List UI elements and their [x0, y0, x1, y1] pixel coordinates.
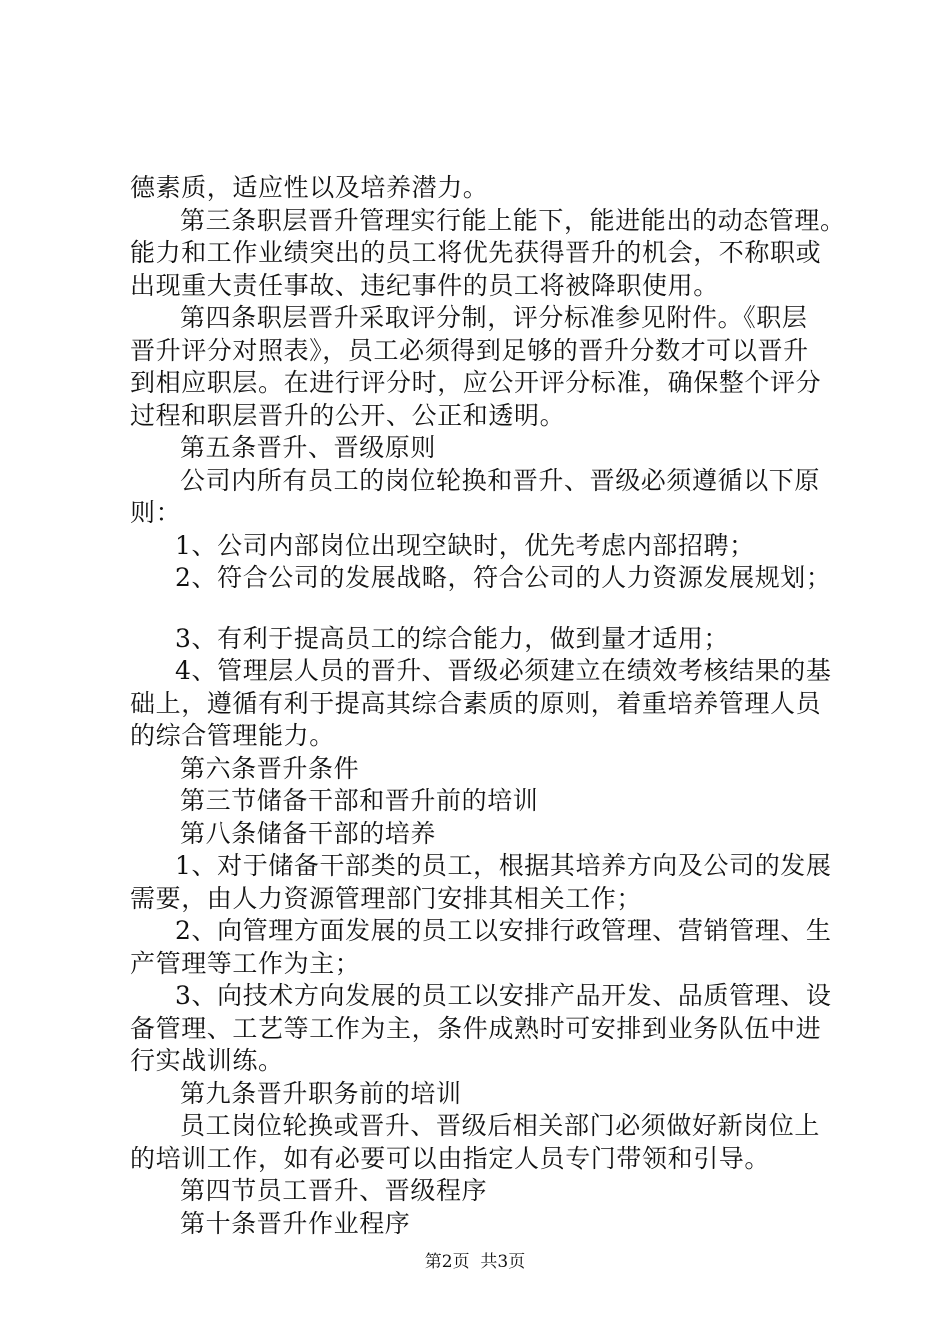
list-item: 3、有利于提高员工的综合能力，做到量才适用； — [175, 623, 730, 653]
body-line: 行实战训练。 — [130, 1046, 284, 1075]
body-line: 需要，由人力资源管理部门安排其相关工作； — [130, 883, 643, 913]
body-line: 能力和工作业绩突出的员工将优先获得晋升的机会，不称职或 — [130, 238, 822, 267]
body-line: 则： — [130, 498, 182, 527]
body-line: 过程和职层晋升的公开、公正和透明。 — [130, 400, 566, 430]
article-4-heading: 第四条职层晋升采取评分制，评分标准参见附件。《职层 — [180, 303, 808, 332]
body-line: 到相应职层。在进行评分时，应公开评分标准，确保整个评分 — [130, 368, 822, 397]
article-9-heading: 第九条晋升职务前的培训 — [180, 1078, 462, 1108]
article-10-heading: 第十条晋升作业程序 — [180, 1208, 411, 1238]
body-line: 的综合管理能力。 — [130, 721, 335, 750]
article-8-heading: 第八条储备干部的培养 — [180, 818, 437, 848]
article-3-heading: 第三条职层晋升管理实行能上能下，能进能出的动态管理。 — [180, 205, 846, 235]
list-item: 4、管理层人员的晋升、晋级必须建立在绩效考核结果的基 — [175, 656, 832, 685]
body-line: 的培训工作，如有必要可以由指定人员专门带领和引导。 — [130, 1143, 771, 1173]
document-body — [130, 172, 846, 1240]
body-line: 晋升评分对照表》，员工必须得到足够的晋升分数才可以晋升 — [130, 335, 809, 365]
body-line: 德素质，适应性以及培养潜力。 — [130, 173, 489, 202]
blank-gap — [130, 595, 835, 623]
list-item: 2、向管理方面发展的员工以安排行政管理、营销管理、生 — [175, 916, 832, 945]
body-line: 公司内所有员工的岗位轮换和晋升、晋级必须遵循以下原 — [180, 465, 821, 495]
body-line: 备管理、工艺等工作为主，条件成熟时可安排到业务队伍中进 — [130, 1013, 822, 1043]
body-line: 出现重大责任事故、违纪事件的员工将被降职使用。 — [130, 270, 719, 300]
page-number: 第2页 共3页 — [424, 1252, 526, 1272]
list-item: 1、对于储备干部类的员工，根据其培养方向及公司的发展 — [175, 851, 832, 880]
section-4-heading: 第四节员工晋升、晋级程序 — [180, 1176, 488, 1205]
body-line: 础上，遵循有利于提高其综合素质的原则，着重培养管理人员 — [130, 688, 822, 718]
list-item: 3、向技术方向发展的员工以安排产品开发、品质管理、设 — [175, 981, 832, 1010]
body-line: 员工岗位轮换或晋升、晋级后相关部门必须做好新岗位上 — [180, 1111, 821, 1140]
list-item: 1、公司内部岗位出现空缺时，优先考虑内部招聘； — [175, 530, 755, 560]
article-5-heading: 第五条晋升、晋级原则 — [180, 433, 437, 462]
article-6-heading: 第六条晋升条件 — [180, 753, 360, 783]
page-footer — [0, 1247, 950, 1272]
section-3-heading: 第三节储备干部和晋升前的培训 — [180, 786, 539, 815]
list-item: 2、符合公司的发展战略，符合公司的人力资源发展规划； — [175, 563, 832, 592]
body-line: 产管理等工作为主； — [130, 948, 361, 978]
